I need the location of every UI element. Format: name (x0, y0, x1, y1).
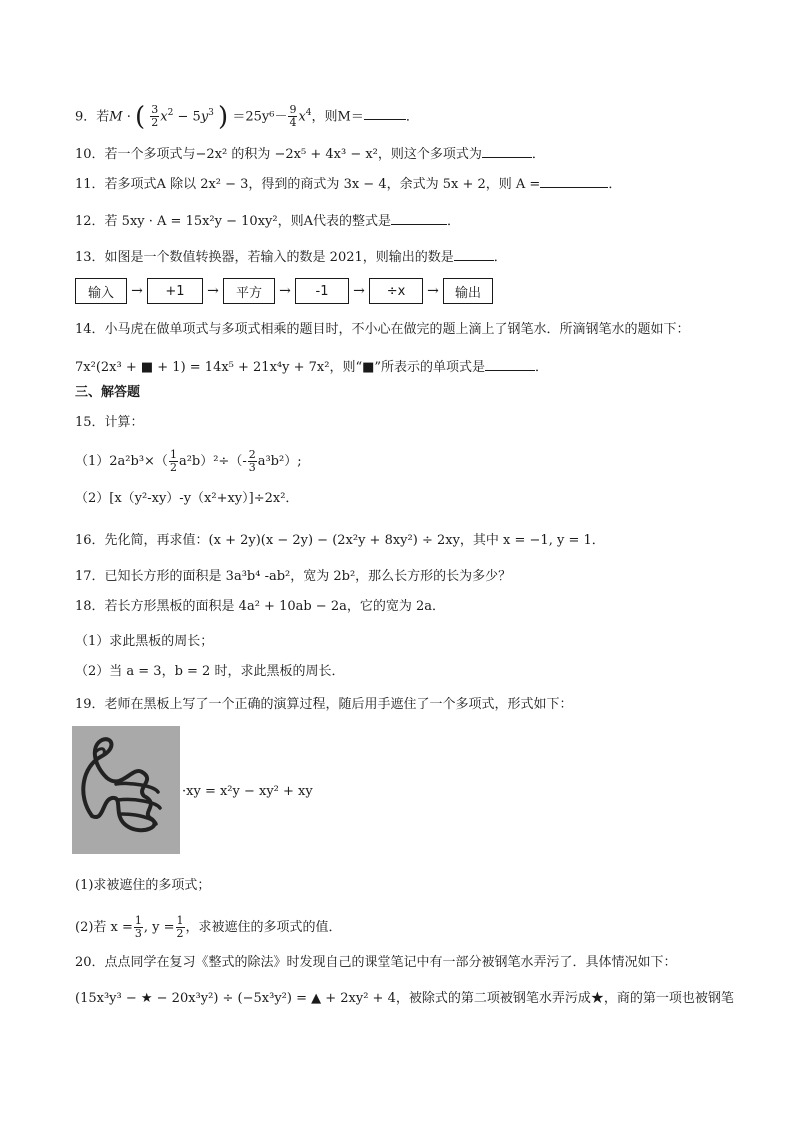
question-14-line-1: 14．小马虎在做单项式与多项式相乘的题目时，不小心在做完的题上滴上了钢笔水．所滴钢笔水的题如下： (75, 322, 690, 337)
question-15-part-2: （2）[x（y²-xy）-y（x²+xy）]÷2x²． (75, 491, 299, 506)
question-18-part-2: （2）当 a = 3，b = 2 时，求此黑板的周长． (75, 664, 345, 679)
question-14-line-2: 7x²(2x³ + ■ + 1) = 14x⁵ + 21x⁴y + 7x²，则“■”所表示的单项式是 ． (75, 356, 548, 378)
question-16: 16．先化简，再求值：(x + 2y)(x − 2y) − (2x²y + 8xy²) ÷ 2xy，其中 x = −1, y = 1． (75, 533, 605, 548)
question-13: 13．如图是一个数值转换器，若输入的数是 2021，则输出的数是 ． (75, 246, 507, 268)
question-18-title: 18．若长方形黑板的面积是 4a² + 10ab − 2a，它的宽为 2a． (75, 599, 446, 614)
flow-box-output: 输出 (443, 278, 493, 304)
answer-blank[interactable] (485, 356, 535, 371)
section-heading: 三、解答题 (75, 385, 141, 400)
flow-box-minus-one: -1 (295, 278, 349, 304)
arrow-right-icon: → (279, 283, 291, 299)
answer-blank[interactable] (391, 210, 447, 225)
flow-box-divide-x: ÷x (369, 278, 423, 304)
question-19-title: 19．老师在黑板上写了一个正确的演算过程，随后用手遮住了一个多项式，形式如下： (75, 697, 573, 712)
question-20-line-1: 20．点点同学在复习《整式的除法》时发现自己的课堂笔记中有一部分被钢笔水弄污了．具体情况如下： (75, 955, 677, 970)
flow-box-plus-one: +1 (147, 278, 203, 304)
arrow-right-icon: → (427, 283, 439, 299)
fraction: $\frac{2}{3}$ (248, 448, 256, 474)
question-17: 17．已知长方形的面积是 3a³b⁴ -ab²，宽为 2b²，那么长方形的长为多少？ (75, 569, 512, 584)
fraction: $\frac{1}{2}$ (176, 914, 184, 940)
fraction: $\frac{9}{4}$ (289, 103, 297, 130)
question-10: 10．若一个多项式与−2x² 的积为 −2x⁵ + 4x³ − x²，则这个多项式为 ． (75, 143, 545, 165)
question-15-title: 15．计算： (75, 415, 144, 430)
flow-box-input: 输入 (75, 278, 127, 304)
question-15-part-1: （1）2a²b³×（ $\frac{1}{2}$ a²b）²÷（- $\frac{2}{3}$ a³b²）; (75, 448, 302, 474)
fraction: $\frac{1}{2}$ (169, 448, 177, 474)
fraction: $\frac{3}{2}$ (151, 103, 159, 130)
hand-covering-photo (72, 726, 180, 854)
answer-blank[interactable] (482, 143, 532, 158)
question-19-part-1: (1)求被遮住的多项式； (75, 878, 211, 893)
question-9: 9．若M · ( $\frac{3}{2}$ $x^2 - 5y^3$ ) ＝25y⁶－ $\frac{9}{4}$ $x^4$，则M＝ ． (75, 101, 419, 132)
number-converter-diagram (75, 277, 493, 305)
question-19-part-2: (2)若 x = $\frac{1}{3}$ , y = $\frac{1}{2}$ ，求被遮住的多项式的值． (75, 914, 342, 940)
hand-icon (72, 726, 180, 854)
answer-blank[interactable] (364, 105, 406, 120)
flow-box-square: 平方 (223, 278, 275, 304)
question-18-part-1: （1）求此黑板的周长； (75, 634, 214, 649)
arrow-right-icon: → (353, 283, 365, 299)
arrow-right-icon: → (207, 283, 219, 299)
answer-blank[interactable] (540, 173, 608, 188)
answer-blank[interactable] (454, 246, 494, 261)
question-20-line-2: (15x³y³ − ★ − 20x³y²) ÷ (−5x³y²) = ▲ + 2xy² + 4，被除式的第二项被钢笔水弄污成★，商的第一项也被钢笔 (75, 991, 734, 1006)
question-11: 11．若多项式A 除以 2x² − 3，得到的商式为 3x − 4，余式为 5x + 2，则 A = ． (75, 173, 621, 195)
arrow-right-icon: → (131, 283, 143, 299)
question-12: 12．若 5xy · A = 15x²y − 10xy²，则A代表的整式是 ． (75, 210, 460, 232)
fraction: $\frac{1}{3}$ (134, 914, 142, 940)
question-19-formula: ·xy = x²y − xy² + xy (182, 784, 313, 799)
